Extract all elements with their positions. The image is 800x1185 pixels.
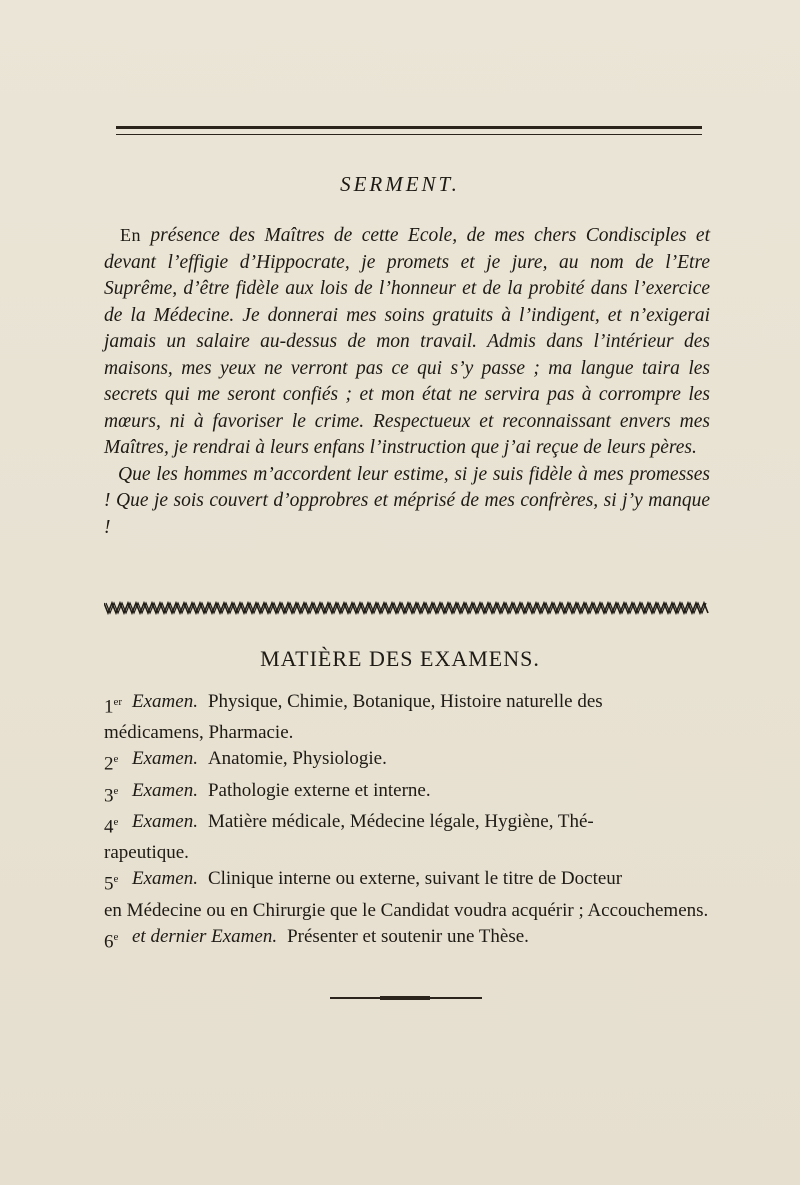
- exam-label: Examen.: [132, 868, 198, 890]
- oath-paragraph-1: [104, 222, 710, 462]
- zigzag-ornament-icon: [104, 601, 710, 615]
- exam-item-3: [104, 778, 710, 809]
- exam-item-4: [104, 809, 710, 866]
- exam-item-5: [104, 866, 710, 923]
- exam-subjects: Présenter et soutenir une Thèse.: [287, 925, 529, 947]
- exam-label: et dernier Examen.: [132, 925, 278, 947]
- oath-lead-word: En: [120, 225, 141, 245]
- exam-subjects-continued: acquérir ; Accouchemens.: [511, 899, 709, 921]
- exam-number: 4e: [104, 815, 119, 838]
- exam-number: 5e: [104, 873, 119, 895]
- ornamental-divider: [104, 601, 710, 615]
- exam-subjects-continued: en Médecine ou en Chirurgie que le Candidat voudra: [104, 899, 507, 921]
- exam-item-6: [104, 924, 710, 955]
- exam-subjects: Physique, Chimie, Botanique, Histoire naturelle des: [207, 691, 603, 712]
- top-rule: [116, 126, 702, 135]
- exam-subjects-continued: médicamens, Pharmacie.: [104, 722, 294, 744]
- oath-paragraph-2: Que les hommes m’accordent leur estime, si je suis fidèle à mes promesses ! Que je sois couvert d’opprobres et méprisé de mes confrères, si j’y manque !: [104, 463, 710, 538]
- exam-subjects: Pathologie externe et interne.: [207, 779, 431, 801]
- exam-subjects: Matière médicale, Médecine légale, Hygiène, Thé-: [207, 810, 594, 832]
- oath-paragraph-1-text: présence des Maîtres de cette Ecole, de mes chers Condisciples et devant l’effigie d’Hippocrate, je promets et je jure, au nom de l’Etre Suprême, d’être fidèle aux lois de l’honneur et de la probité dans l’exercice de la Médecine. Je donnerai mes soins gratuits à l’indigent, et n’exigerai jamais un salaire au-dessus de mon travail. Admis dans l’intérieur des maisons, mes yeux ne verront pas ce qui s’y passe ; ma langue taira les secrets qui me seront confiés ; et mon état ne servira pas à corrompre les mœurs, ni à favoriser le crime. Respectueux et reconnaissant envers mes Maîtres, je rendrai à leurs enfans l’instruction que j’ai reçue de leurs pères.: [104, 225, 710, 458]
- exam-number: 1er: [104, 696, 123, 718]
- bottom-rule: [330, 997, 482, 999]
- exam-item-1: [104, 689, 710, 746]
- exam-subjects: Clinique interne ou externe, suivant le titre de Docteur: [207, 868, 623, 890]
- exam-number: 3e: [104, 784, 119, 806]
- exam-number: 2e: [104, 753, 119, 775]
- exam-label: Examen.: [132, 779, 198, 801]
- exam-subjects-continued: rapeutique.: [104, 842, 189, 864]
- exam-label: Examen.: [132, 748, 198, 770]
- oath-title: SERMENT.: [340, 172, 460, 196]
- exam-item-2: [104, 746, 710, 777]
- oath-text: [104, 222, 710, 541]
- exam-label: Examen.: [132, 810, 198, 832]
- exams-list: [104, 689, 710, 955]
- exam-subjects: Anatomie, Physiologie.: [207, 748, 387, 770]
- exam-label: Examen.: [132, 691, 198, 712]
- exam-number: 6e: [104, 930, 119, 952]
- exams-title: MATIÈRE DES EXAMENS.: [260, 646, 540, 671]
